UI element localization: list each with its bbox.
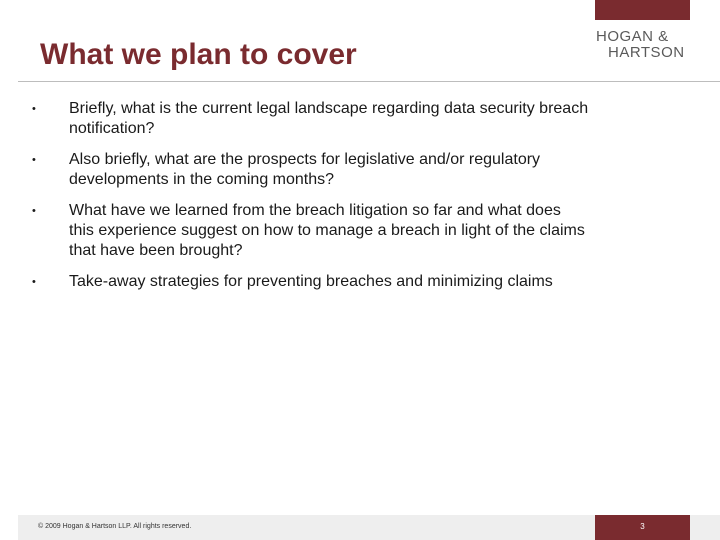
bullet-text: What have we learned from the breach litigation so far and what does this experience suggest on how to manage a breach in light of the claims that have been brought?	[69, 202, 585, 259]
title-divider	[18, 81, 720, 82]
bullet-marker: •	[32, 205, 36, 217]
bullet-marker: •	[32, 154, 36, 166]
footer-copyright: © 2009 Hogan & Hartson LLP. All rights reserved.	[38, 523, 192, 530]
page-number: 3	[640, 522, 645, 531]
logo-line-2: HARTSON	[608, 44, 685, 61]
bullet-item	[30, 201, 590, 261]
bullet-text: Briefly, what is the current legal landscape regarding data security breach notification?	[69, 100, 589, 137]
bullet-marker: •	[32, 276, 36, 288]
bullet-text: Take-away strategies for preventing breaches and minimizing claims	[69, 273, 553, 290]
bullet-item	[30, 150, 590, 190]
bullet-item	[30, 99, 590, 139]
bullet-marker: •	[32, 103, 36, 115]
hogan-hartson-logo	[596, 29, 696, 61]
top-accent-bar	[595, 0, 690, 20]
bullet-item	[30, 272, 590, 292]
bullet-text: Also briefly, what are the prospects for legislative and/or regulatory developments in the coming months?	[69, 151, 541, 188]
logo-line-1: HOGAN &	[596, 28, 669, 45]
page-title: What we plan to cover	[40, 38, 357, 71]
bullet-list	[30, 99, 590, 303]
